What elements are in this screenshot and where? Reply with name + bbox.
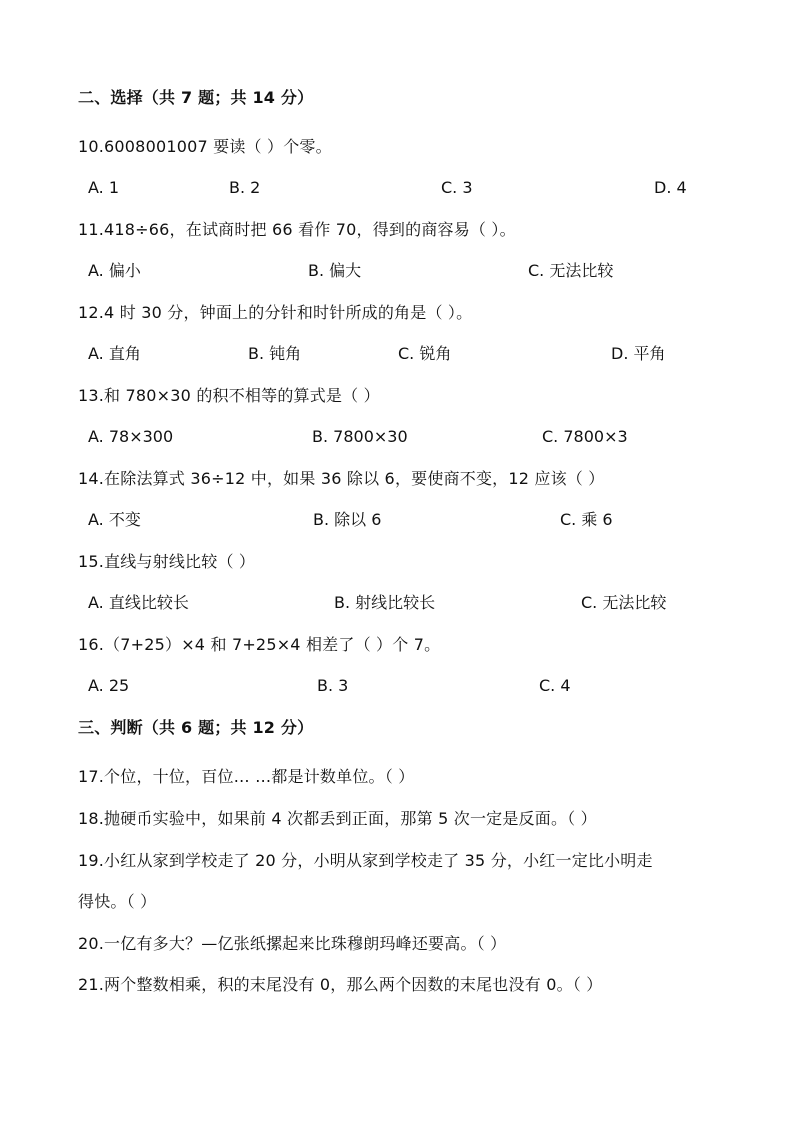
question-10-stem: 10.6008001007 要读（ ）个零。: [78, 137, 332, 156]
question-15-option-a: A. 直线比较长: [88, 593, 189, 612]
section-heading-choice: 二、选择（共 7 题；共 14 分）: [78, 88, 314, 107]
question-11-option-a: A. 偏小: [88, 261, 141, 280]
question-16-option-c: C. 4: [539, 676, 571, 695]
question-13-stem: 13.和 780×30 的积不相等的算式是（ ）: [78, 386, 380, 405]
question-12-stem: 12.4 时 30 分，钟面上的分针和时针所成的角是（ ）。: [78, 303, 473, 322]
question-11-option-b: B. 偏大: [308, 261, 362, 280]
question-11-option-c: C. 无法比较: [528, 261, 614, 280]
question-12-option-a: A. 直角: [88, 344, 141, 363]
question-21-stem: 21.两个整数相乘，积的末尾没有 0，那么两个因数的末尾也没有 0。（ ）: [78, 975, 603, 994]
section-heading-judgment: 三、判断（共 6 题；共 12 分）: [78, 718, 314, 737]
question-10-option-b: B. 2: [229, 178, 261, 197]
question-13-option-c: C. 7800×3: [542, 427, 628, 446]
question-13-option-a: A. 78×300: [88, 427, 174, 446]
question-11-stem: 11.418÷66，在试商时把 66 看作 70，得到的商容易（ ）。: [78, 220, 516, 239]
question-16-option-a: A. 25: [88, 676, 130, 695]
question-14-option-c: C. 乘 6: [560, 510, 613, 529]
question-10-option-d: D. 4: [654, 178, 687, 197]
question-12-option-c: C. 锐角: [398, 344, 452, 363]
question-14-stem: 14.在除法算式 36÷12 中，如果 36 除以 6，要使商不变，12 应该（ ）: [78, 469, 605, 488]
question-15-stem: 15.直线与射线比较（ ）: [78, 552, 256, 571]
question-10-option-c: C. 3: [441, 178, 473, 197]
question-13-option-b: B. 7800×30: [312, 427, 408, 446]
question-14-option-a: A. 不变: [88, 510, 141, 529]
question-19-stem-line-2: 得快。（ ）: [78, 892, 157, 911]
question-20-stem: 20.一亿有多大？—亿张纸摞起来比珠穆朗玛峰还要高。（ ）: [78, 934, 507, 953]
question-17-stem: 17.个位，十位，百位… …都是计数单位。（ ）: [78, 767, 415, 786]
question-19-stem-line-1: 19.小红从家到学校走了 20 分，小明从家到学校走了 35 分，小红一定比小明走: [78, 851, 653, 870]
question-12-option-b: B. 钝角: [248, 344, 302, 363]
question-10-option-a: A. 1: [88, 178, 120, 197]
question-16-stem: 16.（7+25）×4 和 7+25×4 相差了（ ）个 7。: [78, 635, 441, 654]
question-16-option-b: B. 3: [317, 676, 349, 695]
question-18-stem: 18.抛硬币实验中，如果前 4 次都丢到正面，那第 5 次一定是反面。（ ）: [78, 809, 597, 828]
question-14-option-b: B. 除以 6: [313, 510, 382, 529]
question-15-option-c: C. 无法比较: [581, 593, 667, 612]
question-12-option-d: D. 平角: [611, 344, 666, 363]
question-15-option-b: B. 射线比较长: [334, 593, 436, 612]
